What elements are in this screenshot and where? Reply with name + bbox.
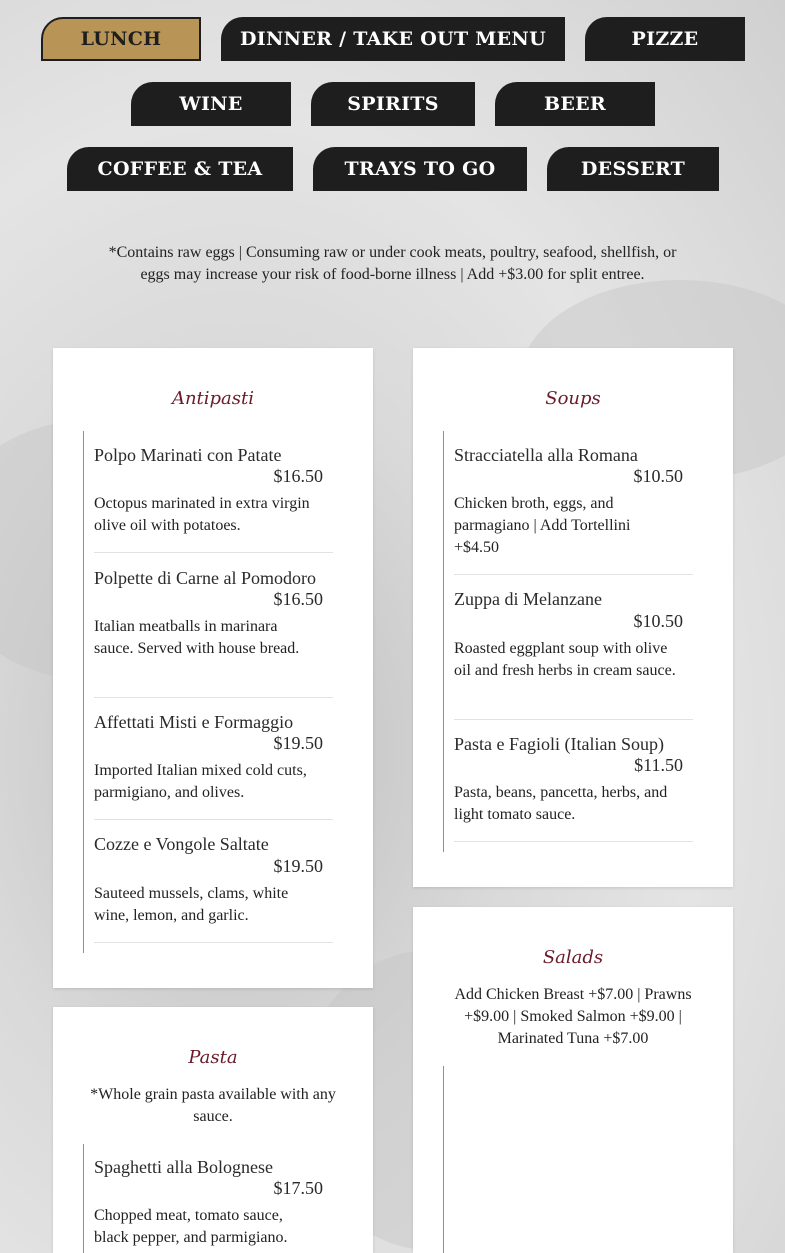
menu-item-price: $16.50 — [273, 466, 323, 486]
menu-item-price: $10.50 — [633, 466, 683, 486]
menu-item-description: Sauteed mussels, clams, white wine, lemon, and garlic. — [94, 885, 289, 924]
menu-item-description: Chopped meat, tomato sauce, black pepper, and parmigiano. — [94, 1207, 288, 1246]
pasta-card — [53, 1007, 373, 1253]
menu-item-price: $16.50 — [273, 589, 323, 609]
menu-item-description: Octopus marinated in extra virgin olive oil with potatoes. — [94, 495, 310, 534]
salads-card — [413, 907, 733, 1253]
nav-coffee-tea-button[interactable]: COFFEE & TEA — [67, 147, 293, 191]
menu-item-price: $10.50 — [633, 611, 683, 631]
menu-item-name: Polpo Marinati con Patate — [94, 445, 282, 465]
menu-item-name: Pasta e Fagioli (Italian Soup) — [454, 734, 664, 754]
item-divider — [454, 574, 693, 575]
item-divider — [94, 819, 333, 820]
item-divider — [454, 841, 693, 842]
menu-item-description: Italian meatballs in marinara sauce. Served with house bread. — [94, 618, 300, 657]
menu-item-price: $11.50 — [634, 755, 683, 775]
item-divider — [94, 552, 333, 553]
nav-trays-to-go-button[interactable]: TRAYS TO GO — [313, 147, 527, 191]
antipasti-card — [53, 348, 373, 988]
menu-item-description: Pasta, beans, pancetta, herbs, and light tomato sauce. — [454, 784, 668, 823]
item-divider — [94, 697, 333, 698]
nav-lunch-button[interactable]: LUNCH — [41, 17, 201, 61]
accent-rule — [83, 431, 84, 953]
nav-spirits-button[interactable]: SPIRITS — [311, 82, 475, 126]
nav-dessert-button[interactable]: DESSERT — [547, 147, 719, 191]
soups-title: Soups — [545, 388, 601, 409]
item-divider — [454, 719, 693, 720]
accent-rule — [443, 431, 444, 852]
menu-item-name: Stracciatella alla Romana — [454, 445, 638, 465]
menu-item-price: $19.50 — [273, 856, 323, 876]
menu-item-name: Affettati Misti e Formaggio — [94, 712, 294, 732]
nav-wine-button[interactable]: WINE — [131, 82, 291, 126]
menu-item-name: Polpette di Carne al Pomodoro — [94, 568, 316, 588]
item-divider — [94, 942, 333, 943]
accent-rule — [83, 1144, 84, 1253]
menu-item-description: Roasted eggplant soup with olive oil and fresh herbs in cream sauce. — [454, 640, 676, 679]
menu-item-name: Zuppa di Melanzane — [454, 589, 602, 609]
menu-item-name: Spaghetti alla Bolognese — [94, 1157, 273, 1177]
menu-item-description: Chicken broth, eggs, and parmagiano | Add Tortellini +$4.50 — [454, 495, 631, 556]
menu-item-price: $19.50 — [273, 733, 323, 753]
soups-card — [413, 348, 733, 887]
nav-dinner-button[interactable]: DINNER / TAKE OUT MENU — [221, 17, 565, 61]
pasta-title: Pasta — [188, 1047, 238, 1068]
accent-rule — [443, 1066, 444, 1253]
antipasti-title: Antipasti — [171, 388, 255, 409]
menu-item-name: Cozze e Vongole Saltate — [94, 834, 269, 854]
salads-addon-note: Add Chicken Breast +$7.00 | Prawns +$9.00 | Smoked Salmon +$9.00 | Marinated Tuna +$7.00 — [454, 986, 692, 1047]
pasta-note: *Whole grain pasta available with any sauce. — [90, 1086, 336, 1125]
nav-pizze-button[interactable]: PIZZE — [585, 17, 745, 61]
menu-item-price: $17.50 — [273, 1178, 323, 1198]
nav-beer-button[interactable]: BEER — [495, 82, 655, 126]
salads-title: Salads — [542, 947, 604, 968]
menu-item-description: Imported Italian mixed cold cuts, parmigiano, and olives. — [94, 762, 307, 801]
allergy-notice: *Contains raw eggs | Consuming raw or under cook meats, poultry, seafood, shellfish, or eggs may increase your risk of food-borne illness | Add +$3.00 for split entree. — [108, 244, 677, 283]
